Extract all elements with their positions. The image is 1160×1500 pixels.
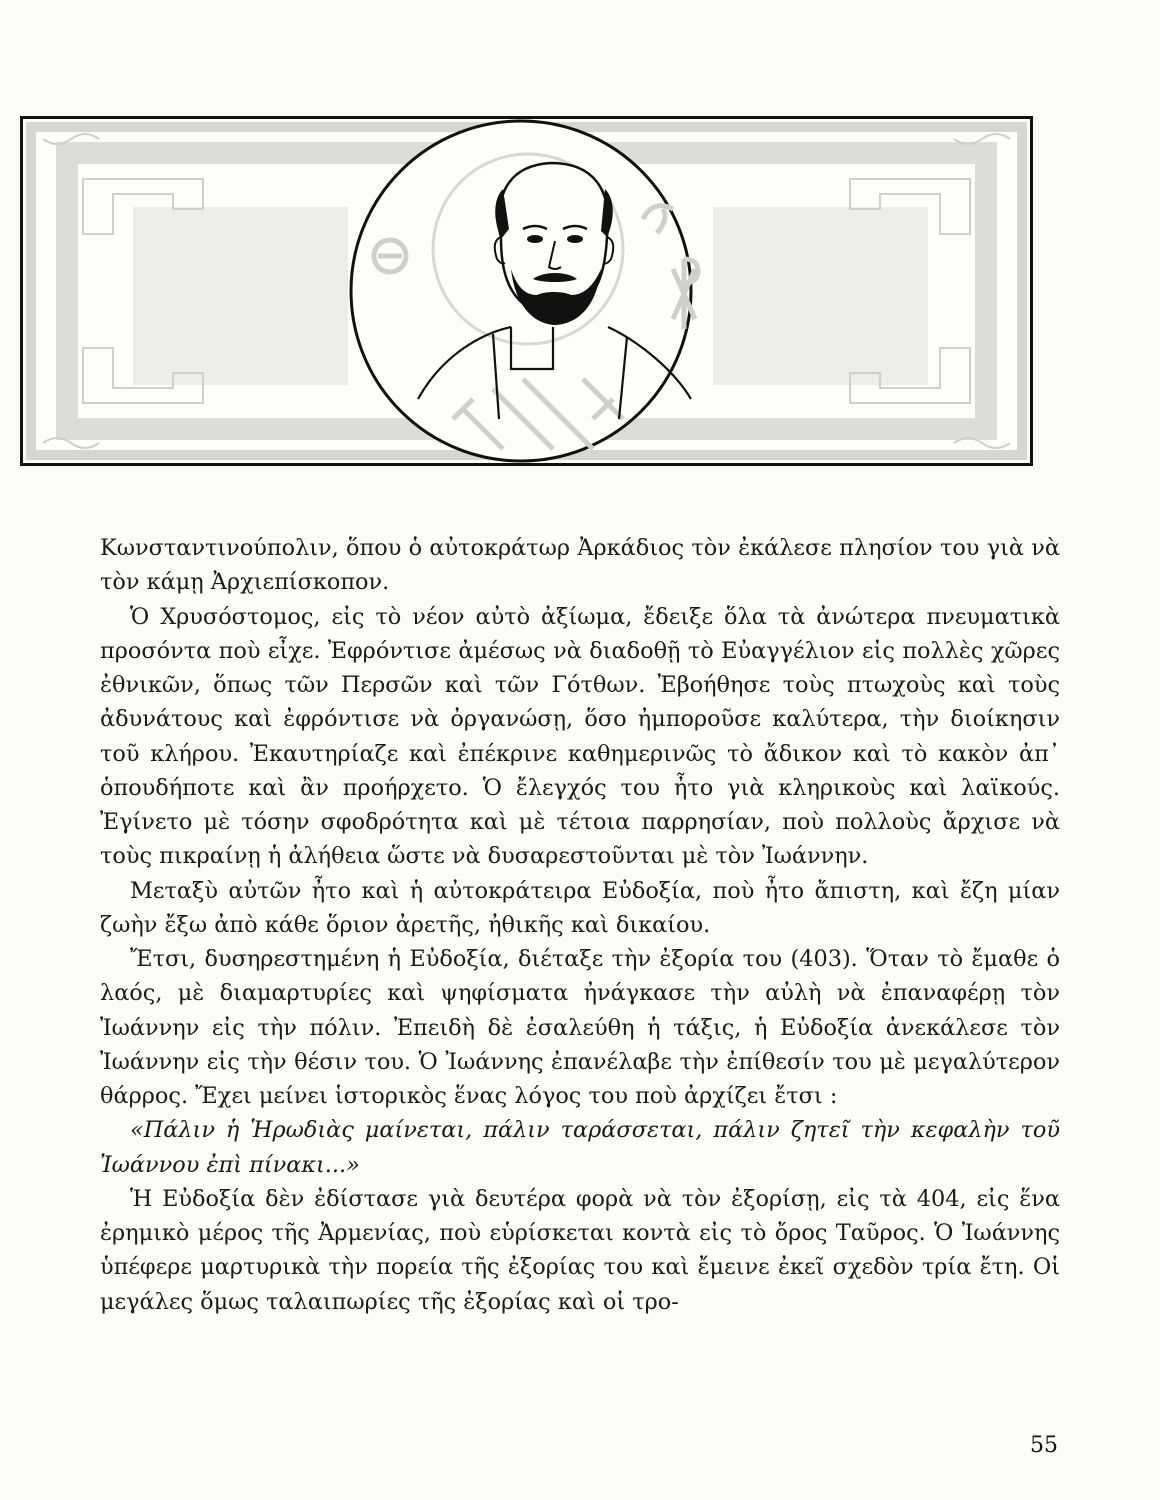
- body-text: [100, 531, 1060, 1319]
- paragraph-1: Κωνσταντινούπολιν, ὅπου ὁ αὐτοκράτωρ Ἀρκάδιος τὸν ἐκάλεσε πλησίον του γιὰ νὰ τὸν κάμῃ Ἀρχιεπίσκοπον.: [100, 535, 1060, 596]
- saint-portrait-illustration: [23, 119, 1030, 463]
- paragraph-3: Μεταξὺ αὐτῶν ἦτο καὶ ἡ αὐτοκράτειρα Εὐδοξία, ποὺ ἦτο ἄπιστη, καὶ ἔζη μίαν ζωὴν ἔξω ἀπὸ κάθε ὅριον ἀρετῆς, ἠθικῆς καὶ δικαίου.: [100, 877, 1060, 938]
- paragraph-4: Ἔτσι, δυσηρεστημένη ἡ Εὐδοξία, διέταξε τὴν ἐξορία του (403). Ὅταν τὸ ἔμαθε ὁ λαός, μὲ διαμαρτυρίες καὶ ψηφίσματα ἠνάγκασε τὴν αὐλὴ νὰ ἐπαναφέρῃ τὸν Ἰωάννην εἰς τὴν πόλιν. Ἐπειδὴ δὲ ἐσαλεύθη ἡ τάξις, ἡ Εὐδοξία ἀνεκάλεσε τὸν Ἰωάννην εἰς τὴν θέσιν του. Ὁ Ἰωάννης ἐπανέλαβε τὴν ἐπίθεσίν του μὲ μεγαλύτερον θάρρος. Ἔχει μείνει ἱστορικὸς ἕνας λόγος του ποὺ ἀρχίζει ἔτσι :: [100, 946, 1060, 1109]
- page-number: 55: [1030, 1433, 1058, 1458]
- quotation: «Πάλιν ἡ Ἡρωδιὰς μαίνεται, πάλιν ταράσσεται, πάλιν ζητεῖ τὴν κεφαλὴν τοῦ Ἰωάννου ἐπὶ πίνακι...»: [100, 1117, 1060, 1178]
- paragraph-2: Ὁ Χρυσόστομος, εἰς τὸ νέον αὐτὸ ἀξίωμα, ἔδειξε ὅλα τὰ ἀνώτερα πνευματικὰ προσόντα ποὺ εἶχε. Ἐφρόντισε ἀμέσως νὰ διαδοθῇ τὸ Εὐαγγέλιον εἰς πολλὲς χῶρες ἐθνικῶν, ὅπως τῶν Περσῶν καὶ τῶν Γότθων. Ἐβοήθησε τοὺς πτωχοὺς καὶ τοὺς ἀδυνάτους καὶ ἐφρόντισε νὰ ὀργανώσῃ, ὅσο ἠμποροῦσε καλύτερα, τὴν διοίκησιν τοῦ κλήρου. Ἐκαυτηρίαζε καὶ ἐπέκρινε καθημερινῶς τὸ ἄδικον καὶ τὸ κακὸν ἀπ᾽ ὁπουδήποτε καὶ ἂν προήρχετο. Ὁ ἔλεγχός του ἦτο γιὰ κληρικοὺς καὶ λαϊκούς. Ἐγίνετο μὲ τόσην σφοδρότητα καὶ μὲ τέτοια παρρησίαν, ποὺ πολλοὺς ἄρχισε νὰ τοὺς πικραίνῃ ἡ ἀλήθεια ὥστε νὰ δυσαρεστοῦνται μὲ τὸν Ἰωάννην.: [100, 603, 1060, 870]
- ornamental-banner: [20, 116, 1033, 466]
- paragraph-6: Ἡ Εὐδοξία δὲν ἐδίστασε γιὰ δευτέρα φορὰ νὰ τὸν ἐξορίσῃ, εἰς τὰ 404, εἰς ἕνα ἐρημικὸ μέρος τῆς Ἀρμενίας, ποὺ εὑρίσκεται κοντὰ εἰς τὸ ὄρος Ταῦρος. Ὁ Ἰωάννης ὑπέφερε μαρτυρικὰ τὴν πορεία τῆς ἐξορίας του καὶ ἔμεινε ἐκεῖ σχεδὸν τρία ἔτη. Οἱ μεγάλες ὅμως ταλαιπωρίες τῆς ἐξορίας καὶ οἱ τρο-: [100, 1185, 1060, 1315]
